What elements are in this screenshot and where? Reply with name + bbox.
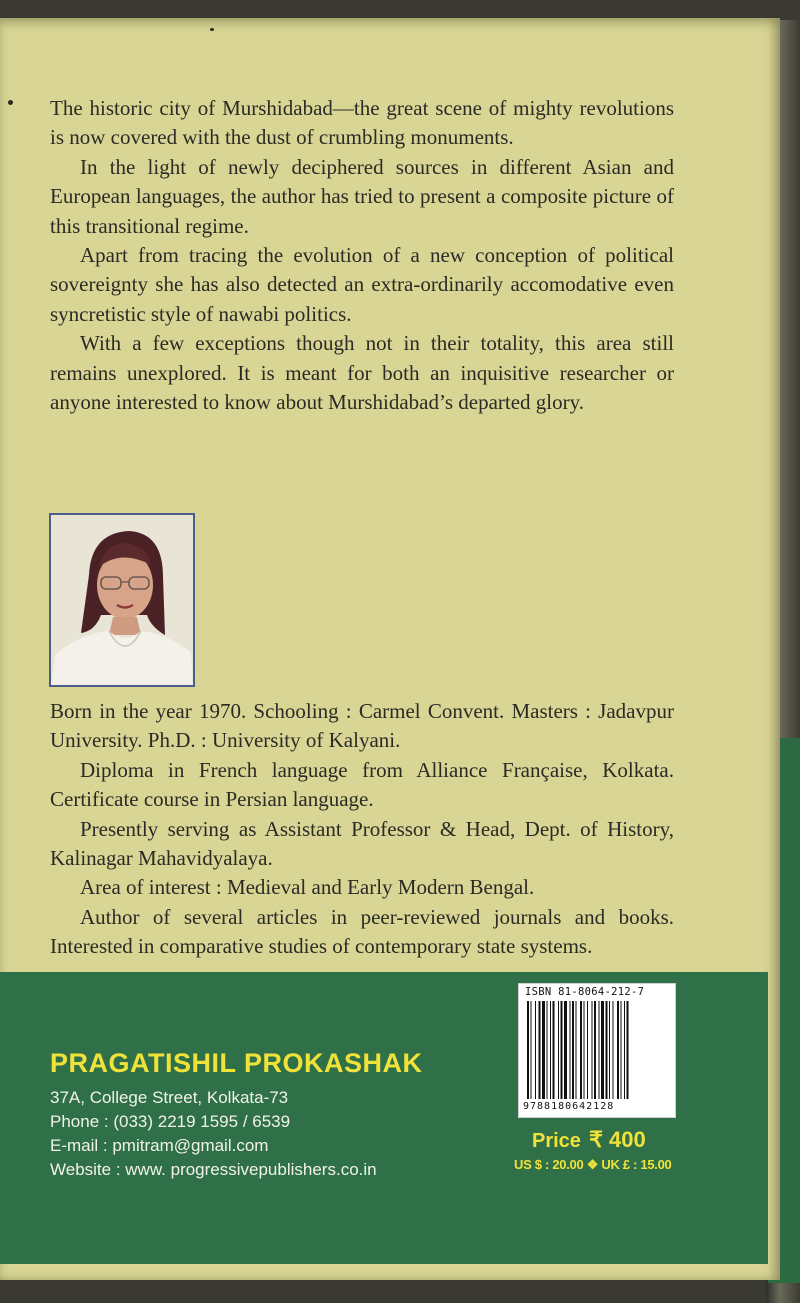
blurb-paragraph: The historic city of Murshidabad—the great scene of mighty revolutions is now covered with the dust of crumbling monuments.: [50, 96, 674, 150]
foreign-price: US $ : 20.00 ❖ UK £ : 15.00: [514, 1157, 672, 1172]
blurb-paragraph: Apart from tracing the evolution of a new conception of political sovereignty she has also detected an extra-ordinarily accomodative even syncretistic style of nawabi politics.: [50, 243, 674, 326]
bio-paragraph: Diploma in French language from Alliance Française, Kolkata. Certificate course in Persian language.: [50, 757, 674, 812]
publisher-address: 37A, College Street, Kolkata-73: [50, 1088, 289, 1107]
isbn-number: ISBN 81-8064-212-7: [525, 986, 645, 998]
publisher-website: Website : www. progressivepublishers.co.in: [50, 1160, 377, 1179]
publisher-contact: [50, 1086, 377, 1182]
author-bio: [50, 697, 674, 962]
price: [532, 1127, 646, 1153]
barcode-icon: [527, 1001, 667, 1101]
book-blurb: [50, 94, 674, 417]
author-portrait-image: [51, 515, 193, 685]
speck: [8, 100, 13, 105]
ean-number: 9788180642128: [523, 1101, 615, 1112]
bio-paragraph: Author of several articles in peer-reviewed journals and books. Interested in comparative studies of contemporary state systems.: [50, 904, 674, 959]
publisher-email: E-mail : pmitram@gmail.com: [50, 1136, 269, 1155]
blurb-paragraph: With a few exceptions though not in their totality, this area still remains unexplored. It is meant for both an inquisitive researcher or anyone interested to know about Murshidabad’s departed glory.: [50, 331, 674, 415]
bio-paragraph: Born in the year 1970. Schooling : Carmel Convent. Masters : Jadavpur University. Ph.D. : University of Kalyani.: [50, 699, 674, 753]
speck: [210, 28, 214, 31]
bio-paragraph: Area of interest : Medieval and Early Modern Bengal.: [80, 875, 535, 900]
isbn-barcode: [518, 983, 676, 1118]
blurb-paragraph: In the light of newly deciphered sources in different Asian and European languages, the author has tried to present a composite picture of this transitional regime.: [50, 154, 674, 238]
price-amount: ₹ 400: [588, 1127, 646, 1152]
price-label: Price: [532, 1130, 581, 1152]
publisher-name: PRAGATISHIL PROKASHAK: [50, 1048, 423, 1078]
author-photo: [49, 513, 195, 687]
publisher-phone: Phone : (033) 2219 1595 / 6539: [50, 1112, 291, 1131]
bio-paragraph: Presently serving as Assistant Professor & Head, Dept. of History, Kalinagar Mahavidyalaya.: [50, 816, 674, 871]
